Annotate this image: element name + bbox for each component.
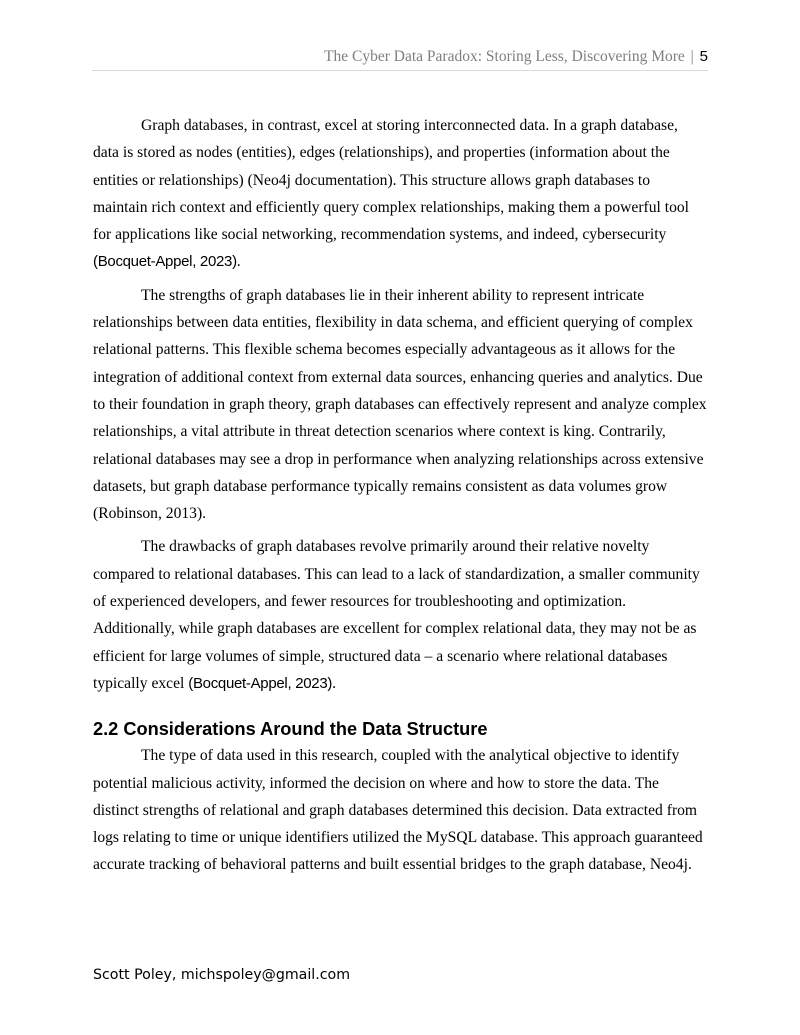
document-body bbox=[93, 112, 707, 885]
citation-bocquet-appel-2: (Bocquet-Appel, 2023) bbox=[188, 674, 333, 692]
section-paragraph: The type of data used in this research, coupled with the analytical objective to identify potential malicious activity, informed the decision on where and how to store the data. The distinct strengths of relational and graph databases determined this decision. Data extracted from logs relating to time or unique identifiers utilized the MySQL database. This approach guaranteed accurate tracking of behavioral patterns and built essential bridges to the graph database, Neo4j. bbox=[93, 747, 703, 874]
section-heading: 2.2 Considerations Around the Data Structure bbox=[93, 719, 488, 740]
header-title: The Cyber Data Paradox: Storing Less, Discovering More bbox=[324, 48, 685, 65]
paragraph-1-end: . bbox=[236, 253, 241, 271]
page-footer: Scott Poley, michspoley@gmail.com bbox=[93, 967, 351, 983]
paragraph-2: The strengths of graph databases lie in their inherent ability to represent intricate relationships between data entities, flexibility in data schema, and efficient querying of complex relational patterns. This flexible schema becomes especially advantageous as it allows for the integration of additional context from external data sources, enhancing queries and analytics. Due to their foundation in graph theory, graph databases can effectively represent and analyze complex relationships, a vital attribute in threat detection scenarios where context is king. Contrarily, relational databases may see a drop in performance when analyzing relationships across extensive datasets, but graph database performance typically remains consistent as data volumes grow (Robinson, 2013). bbox=[93, 286, 707, 523]
running-header bbox=[92, 48, 708, 71]
paragraph-1 bbox=[93, 112, 707, 276]
paragraph-3 bbox=[93, 533, 707, 697]
header-separator: | bbox=[690, 48, 694, 65]
paragraph-3-text: The drawbacks of graph databases revolve primarily around their relative novelty compared to relational databases. This can lead to a lack of standardization, a smaller community of experienced developers, and fewer resources for troubleshooting and optimization. Additionally, while graph databases are excellent for complex relational data, they may not be as efficient for large volumes of simple, structured data – a scenario where relational databases typically excel bbox=[93, 538, 700, 692]
citation-bocquet-appel-1: (Bocquet-Appel, 2023) bbox=[93, 253, 237, 271]
paragraph-3-end: . bbox=[332, 674, 336, 692]
paragraph-1-text: Graph databases, in contrast, excel at storing interconnected data. In a graph database, data is stored as nodes (entities), edges (relationships), and properties (information about the entities or relationships) (Neo4j documentation). This structure allows graph databases to maintain rich context and efficiently query complex relationships, making them a powerful tool for applications like social networking, recommendation systems, and indeed, cybersecurity bbox=[93, 117, 690, 244]
page-number: 5 bbox=[699, 48, 708, 65]
